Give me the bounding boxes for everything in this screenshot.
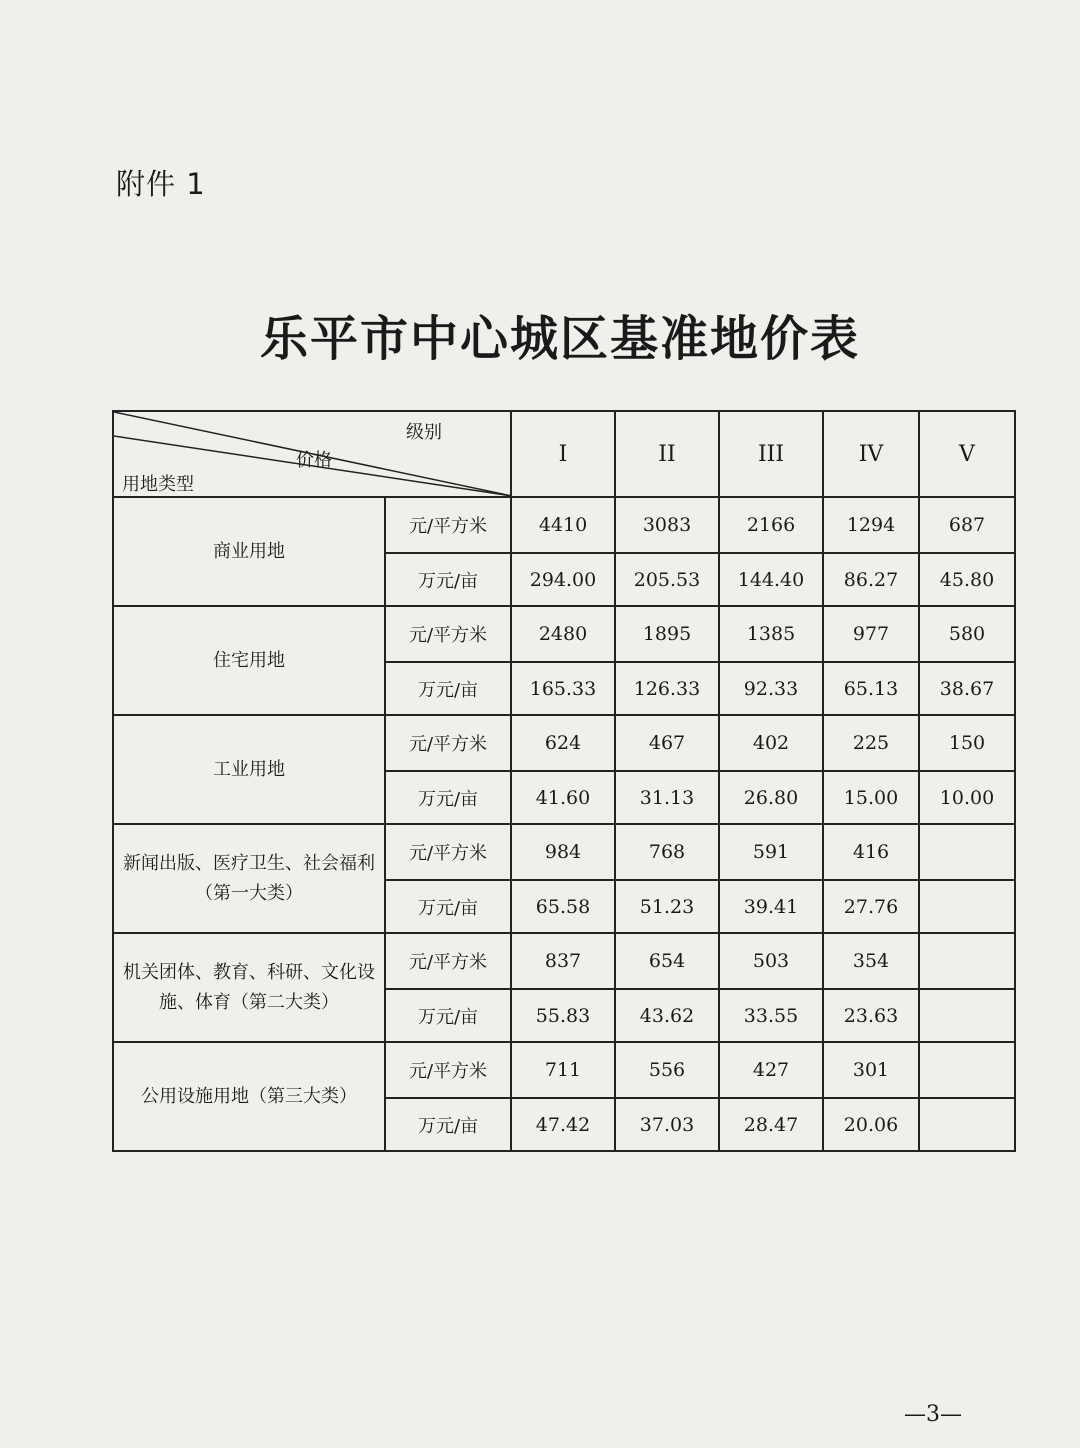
header-grade-label: 级别 <box>406 422 442 443</box>
grade-header-2: II <box>615 411 719 497</box>
table-row <box>113 606 1015 662</box>
price-value-cell: 65.58 <box>511 880 615 933</box>
price-value-cell: 15.00 <box>823 771 919 824</box>
price-value-cell: 31.13 <box>615 771 719 824</box>
price-value-cell: 10.00 <box>919 771 1015 824</box>
grade-header-5: V <box>919 411 1015 497</box>
price-value-cell: 205.53 <box>615 553 719 606</box>
grade-header-1: I <box>511 411 615 497</box>
price-value-cell: 165.33 <box>511 662 615 715</box>
land-category-cell: 机关团体、教育、科研、文化设施、体育（第二大类） <box>113 933 385 1042</box>
unit-cell: 元/平方米 <box>385 715 511 771</box>
table-header-row <box>113 411 1015 497</box>
price-value-cell: 591 <box>719 824 823 880</box>
price-value-cell: 1385 <box>719 606 823 662</box>
unit-cell: 万元/亩 <box>385 1098 511 1151</box>
price-value-cell: 556 <box>615 1042 719 1098</box>
land-category-cell: 住宅用地 <box>113 606 385 715</box>
table-row <box>113 497 1015 553</box>
table-row <box>113 715 1015 771</box>
header-price-label: 价格 <box>296 450 332 471</box>
land-category-cell: 新闻出版、医疗卫生、社会福利（第一大类） <box>113 824 385 933</box>
unit-cell: 元/平方米 <box>385 1042 511 1098</box>
unit-cell: 万元/亩 <box>385 771 511 824</box>
price-value-cell: 4410 <box>511 497 615 553</box>
price-value-cell: 41.60 <box>511 771 615 824</box>
price-value-cell: 225 <box>823 715 919 771</box>
attachment-label: 附件 1 <box>116 167 206 201</box>
land-category-cell: 公用设施用地（第三大类） <box>113 1042 385 1151</box>
unit-cell: 元/平方米 <box>385 933 511 989</box>
price-value-cell: 624 <box>511 715 615 771</box>
price-value-cell <box>919 1098 1015 1151</box>
table-body <box>113 411 1015 1151</box>
price-value-cell <box>919 880 1015 933</box>
table-row <box>113 1042 1015 1098</box>
price-value-cell <box>919 989 1015 1042</box>
price-value-cell: 86.27 <box>823 553 919 606</box>
price-value-cell: 45.80 <box>919 553 1015 606</box>
price-value-cell: 92.33 <box>719 662 823 715</box>
unit-cell: 元/平方米 <box>385 497 511 553</box>
land-category-cell: 商业用地 <box>113 497 385 606</box>
grade-header-3: III <box>719 411 823 497</box>
unit-cell: 万元/亩 <box>385 880 511 933</box>
price-value-cell: 467 <box>615 715 719 771</box>
price-value-cell: 711 <box>511 1042 615 1098</box>
price-value-cell: 33.55 <box>719 989 823 1042</box>
price-value-cell: 38.67 <box>919 662 1015 715</box>
table-row <box>113 933 1015 989</box>
price-value-cell: 503 <box>719 933 823 989</box>
price-value-cell <box>919 824 1015 880</box>
price-value-cell: 65.13 <box>823 662 919 715</box>
price-value-cell: 354 <box>823 933 919 989</box>
unit-cell: 元/平方米 <box>385 824 511 880</box>
price-value-cell: 23.63 <box>823 989 919 1042</box>
land-price-table-container <box>112 410 1014 1152</box>
price-value-cell: 837 <box>511 933 615 989</box>
price-value-cell: 26.80 <box>719 771 823 824</box>
unit-cell: 万元/亩 <box>385 989 511 1042</box>
header-corner-cell <box>113 411 511 497</box>
price-value-cell: 55.83 <box>511 989 615 1042</box>
price-value-cell <box>919 933 1015 989</box>
price-value-cell: 687 <box>919 497 1015 553</box>
document-title: 乐平市中心城区基准地价表 <box>259 311 860 367</box>
grade-header-4: IV <box>823 411 919 497</box>
price-value-cell: 301 <box>823 1042 919 1098</box>
price-value-cell: 43.62 <box>615 989 719 1042</box>
unit-cell: 万元/亩 <box>385 553 511 606</box>
price-value-cell: 150 <box>919 715 1015 771</box>
price-value-cell: 27.76 <box>823 880 919 933</box>
price-value-cell: 3083 <box>615 497 719 553</box>
price-value-cell: 2166 <box>719 497 823 553</box>
price-value-cell: 977 <box>823 606 919 662</box>
page-number: —3— <box>904 1402 962 1427</box>
price-value-cell: 654 <box>615 933 719 989</box>
table-row <box>113 824 1015 880</box>
price-value-cell: 294.00 <box>511 553 615 606</box>
price-value-cell: 427 <box>719 1042 823 1098</box>
unit-cell: 元/平方米 <box>385 606 511 662</box>
header-land-type-label: 用地类型 <box>122 474 194 495</box>
price-value-cell: 416 <box>823 824 919 880</box>
land-price-table <box>112 410 1016 1152</box>
price-value-cell: 580 <box>919 606 1015 662</box>
price-value-cell: 51.23 <box>615 880 719 933</box>
price-value-cell <box>919 1042 1015 1098</box>
price-value-cell: 39.41 <box>719 880 823 933</box>
price-value-cell: 28.47 <box>719 1098 823 1151</box>
price-value-cell: 1895 <box>615 606 719 662</box>
price-value-cell: 20.06 <box>823 1098 919 1151</box>
price-value-cell: 37.03 <box>615 1098 719 1151</box>
unit-cell: 万元/亩 <box>385 662 511 715</box>
price-value-cell: 47.42 <box>511 1098 615 1151</box>
land-category-cell: 工业用地 <box>113 715 385 824</box>
price-value-cell: 2480 <box>511 606 615 662</box>
price-value-cell: 126.33 <box>615 662 719 715</box>
price-value-cell: 1294 <box>823 497 919 553</box>
price-value-cell: 984 <box>511 824 615 880</box>
price-value-cell: 768 <box>615 824 719 880</box>
price-value-cell: 144.40 <box>719 553 823 606</box>
price-value-cell: 402 <box>719 715 823 771</box>
